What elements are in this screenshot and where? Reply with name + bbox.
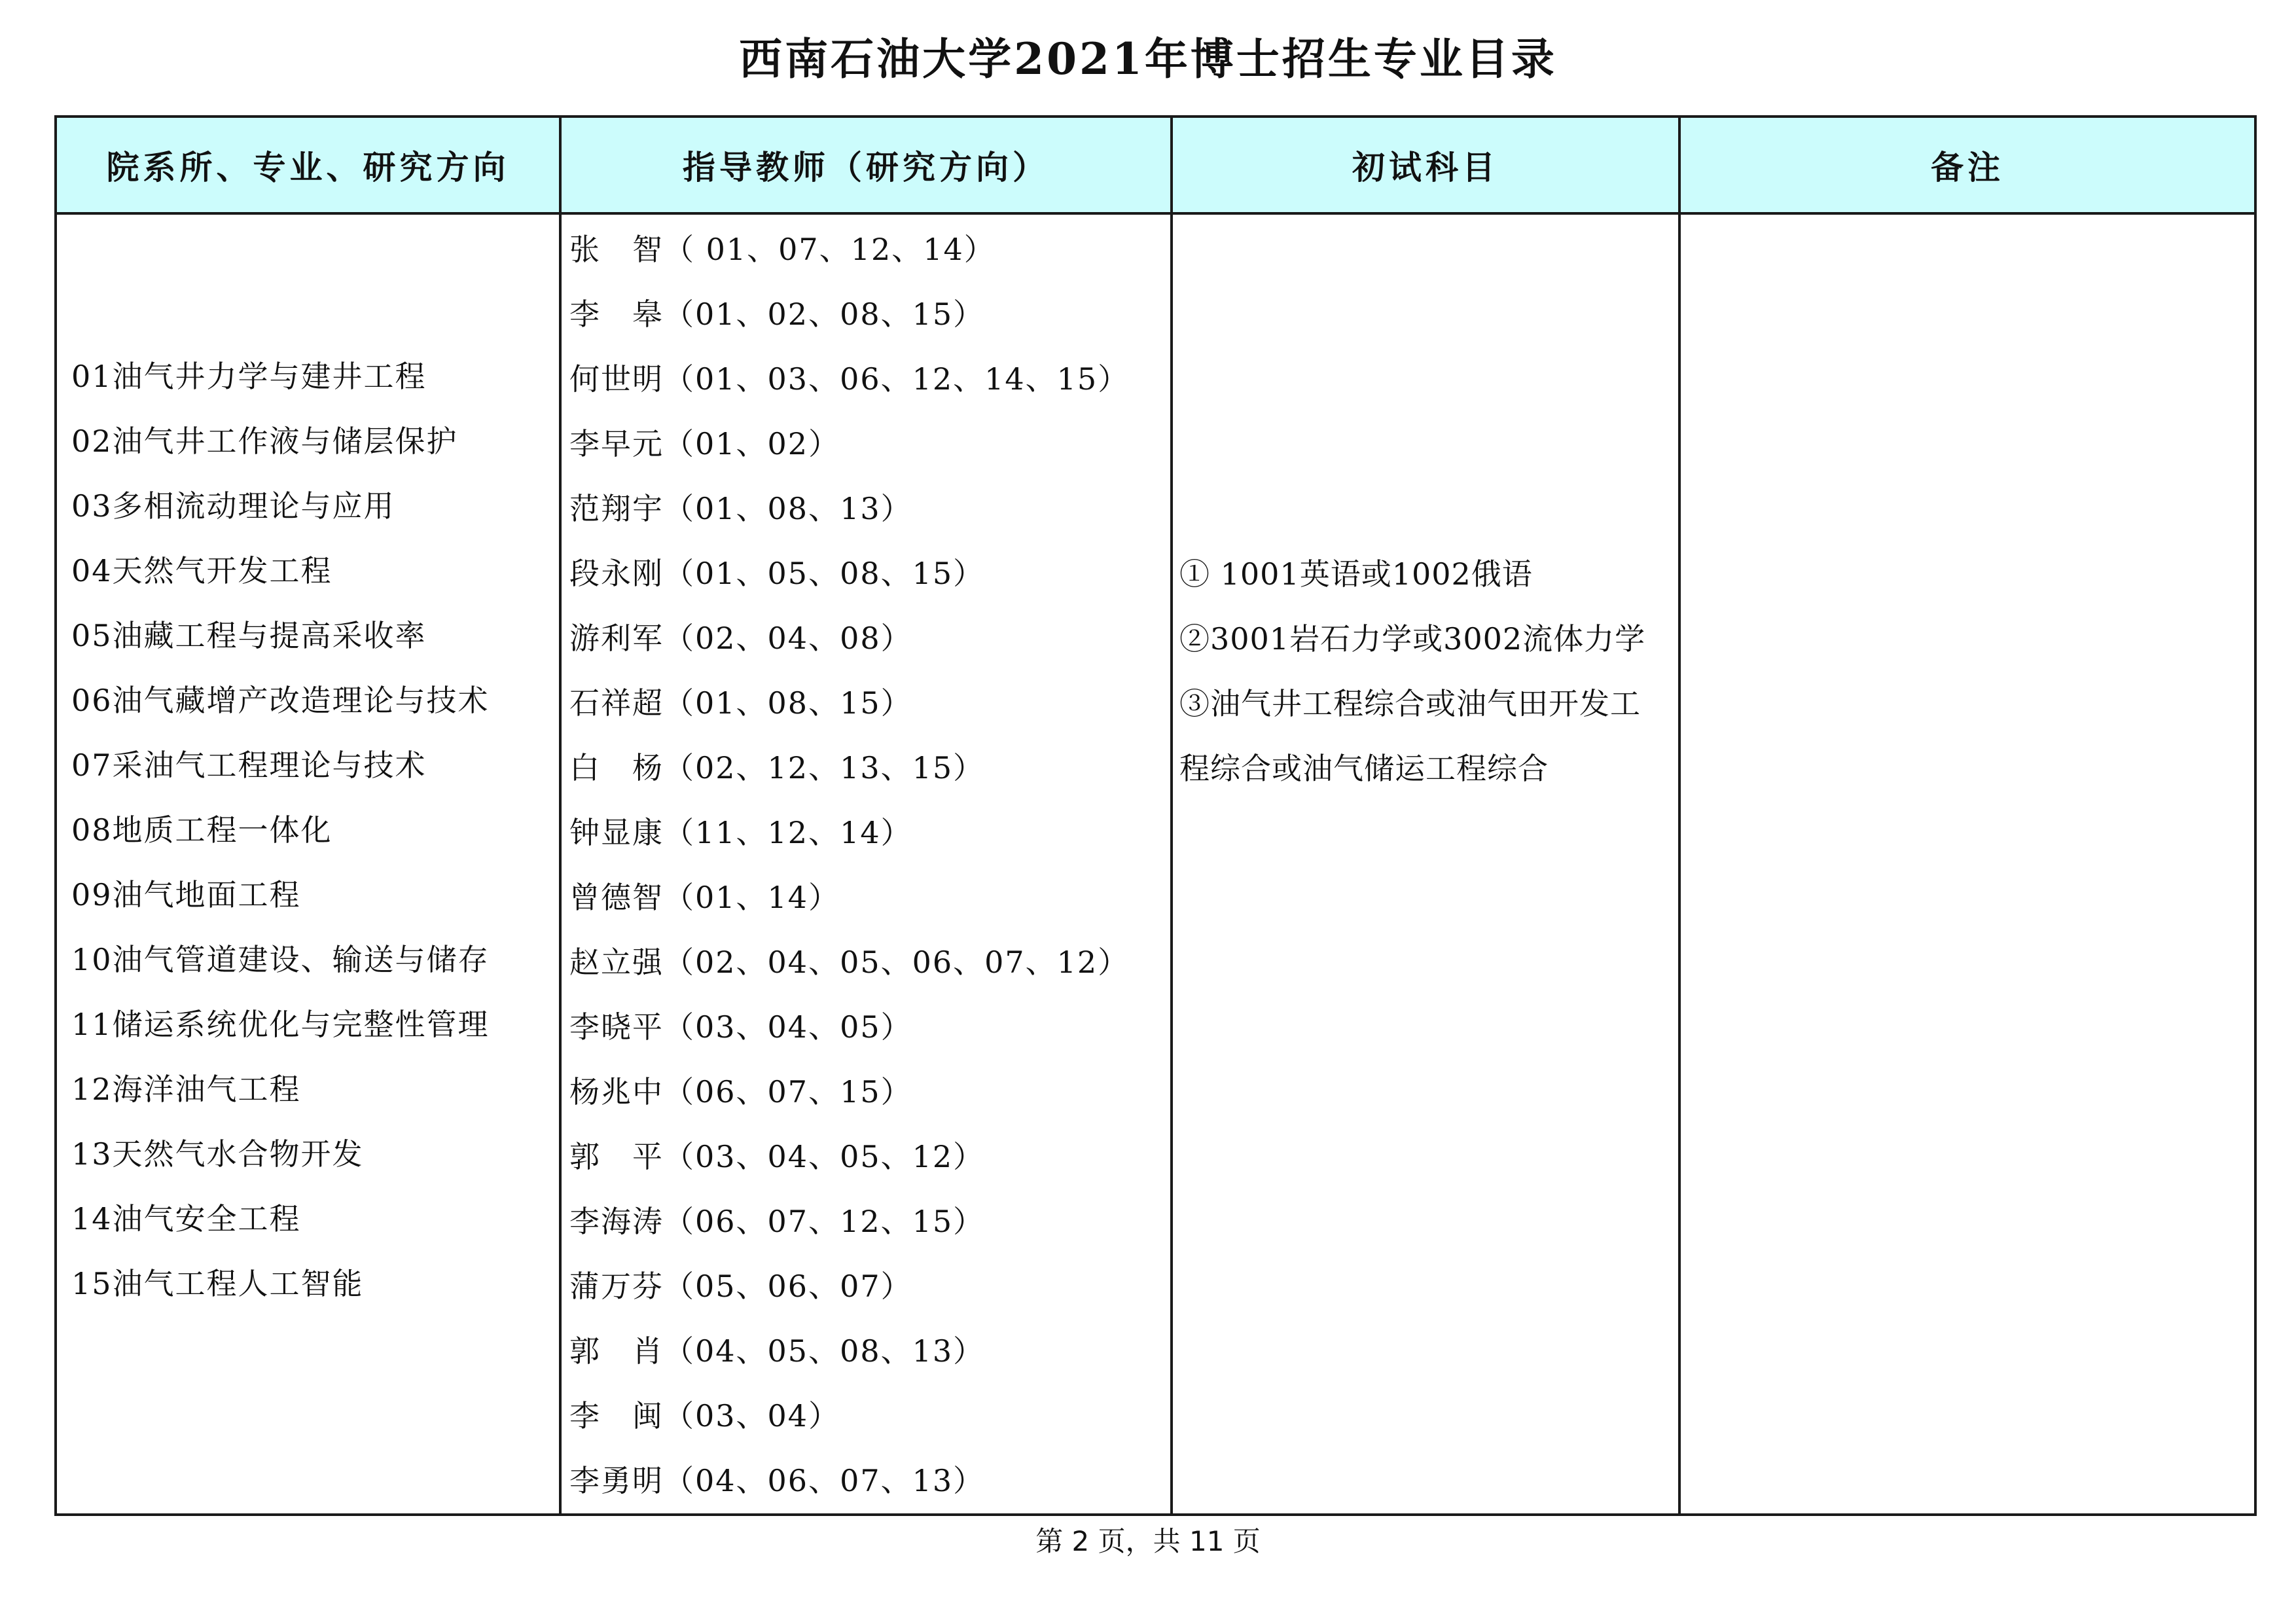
advisor-item: 李晓平（03、04、05） <box>569 1009 912 1045</box>
advisor-item: 钟显康（11、12、14） <box>569 815 912 850</box>
advisor-item: 石祥超（01、08、15） <box>569 685 912 721</box>
advisor-item: 曾德智（01、14） <box>569 880 840 915</box>
direction-item: 09油气地面工程 <box>71 877 301 912</box>
remarks-cell <box>1679 213 2255 1515</box>
header-directions: 院系所、专业、研究方向 <box>56 117 560 213</box>
catalog-row <box>56 213 2255 1515</box>
advisor-item: 李海涛（06、07、12、15） <box>569 1204 985 1239</box>
page-title: 西南石油大学2021年博士招生专业目录 <box>739 33 1557 84</box>
advisor-list <box>562 215 1170 1513</box>
advisor-item: 白 杨（02、12、13、15） <box>569 750 985 785</box>
advisor-item: 郭 肖（04、05、08、13） <box>569 1333 985 1369</box>
advisor-item: 李 闽（03、04） <box>569 1398 840 1434</box>
header-remarks: 备注 <box>1679 117 2255 213</box>
direction-item: 02油气井工作液与储层保护 <box>71 424 458 459</box>
direction-item: 12海洋油气工程 <box>71 1072 301 1107</box>
directions-cell <box>56 213 560 1515</box>
exam-subjects-cell <box>1172 213 1679 1515</box>
catalog-table <box>54 115 2257 1516</box>
direction-item: 06油气藏增产改造理论与技术 <box>71 683 490 718</box>
direction-item: 10油气管道建设、输送与储存 <box>71 942 490 977</box>
advisor-item: 郭 平（03、04、05、12） <box>569 1139 985 1174</box>
direction-item: 05油藏工程与提高采收率 <box>71 618 427 653</box>
advisor-item: 李 皋（01、02、08、15） <box>569 297 985 332</box>
direction-item: 13天然气水合物开发 <box>71 1136 364 1172</box>
page-footer: 第 2 页，共 11 页 <box>1035 1525 1261 1557</box>
exam-subject-line: ① 1001英语或1002俄语 <box>1179 556 1533 592</box>
exam-subject-list <box>1173 215 1678 801</box>
advisors-cell <box>560 213 1172 1515</box>
direction-list <box>57 215 559 1316</box>
advisor-item: 何世明（01、03、06、12、14、15） <box>569 361 1130 397</box>
direction-item: 01油气井力学与建井工程 <box>71 359 427 394</box>
advisor-item: 杨兆中（06、07、15） <box>569 1074 912 1110</box>
direction-item: 08地质工程一体化 <box>71 812 332 848</box>
header-exam-subjects: 初试科目 <box>1172 117 1679 213</box>
advisor-item: 张 智（ 01、07、12、14） <box>569 232 996 267</box>
direction-item: 14油气安全工程 <box>71 1201 301 1236</box>
header-advisors: 指导教师（研究方向） <box>560 117 1172 213</box>
advisor-item: 范翔宇（01、08、13） <box>569 491 912 526</box>
advisor-item: 李勇明（04、06、07、13） <box>569 1463 985 1498</box>
exam-subject-line: ③油气井工程综合或油气田开发工 <box>1179 686 1641 721</box>
advisor-item: 蒲万芬（05、06、07） <box>569 1269 912 1304</box>
direction-item: 15油气工程人工智能 <box>71 1266 364 1301</box>
advisor-item: 游利军（02、04、08） <box>569 621 912 656</box>
advisor-item: 段永刚（01、05、08、15） <box>569 556 985 591</box>
direction-item: 07采油气工程理论与技术 <box>71 748 427 783</box>
advisor-item: 李早元（01、02） <box>569 426 840 461</box>
exam-subject-line: ②3001岩石力学或3002流体力学 <box>1179 621 1646 657</box>
direction-item: 04天然气开发工程 <box>71 553 332 588</box>
direction-item: 03多相流动理论与应用 <box>71 488 395 524</box>
advisor-item: 赵立强（02、04、05、06、07、12） <box>569 945 1130 980</box>
exam-subject-line: 程综合或油气储运工程综合 <box>1179 751 1549 786</box>
header-row <box>56 117 2255 213</box>
direction-item: 11储运系统优化与完整性管理 <box>71 1007 490 1042</box>
